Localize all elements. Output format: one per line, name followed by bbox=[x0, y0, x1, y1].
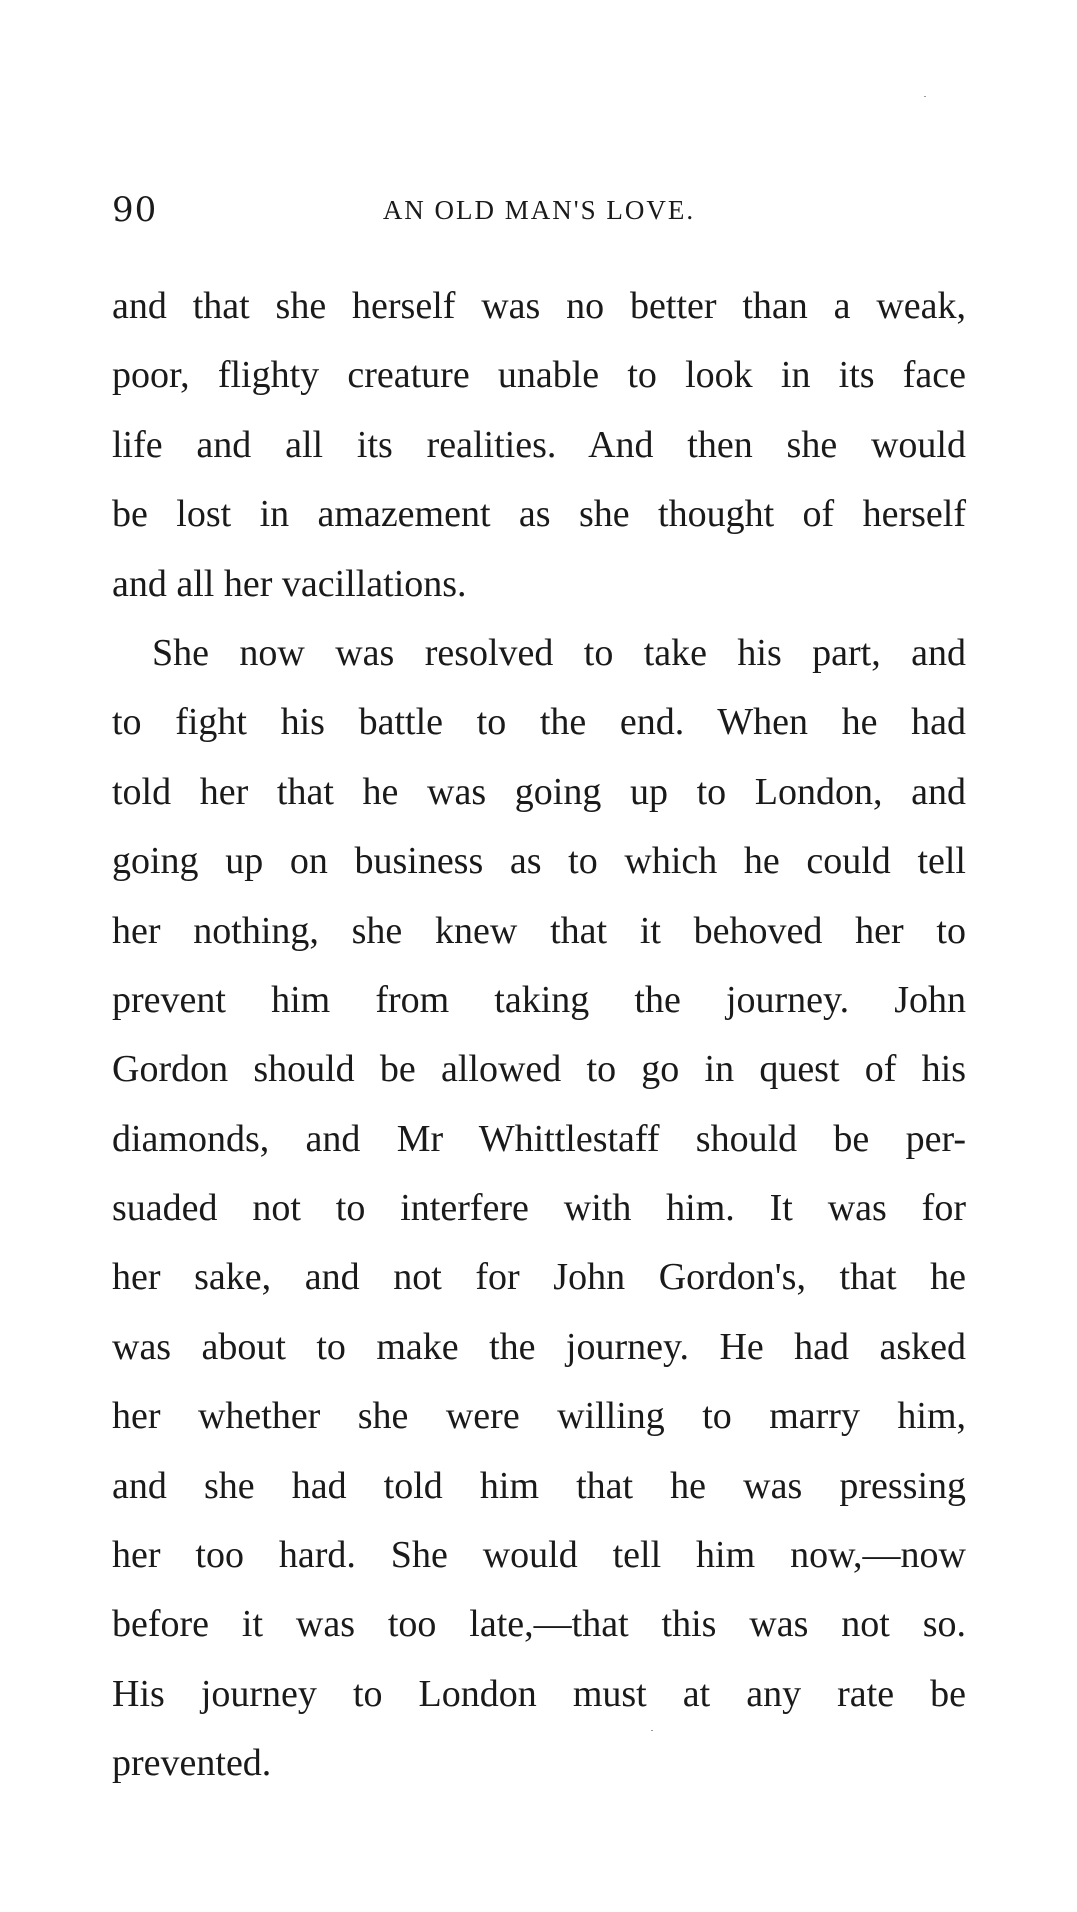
text-line: going up on business as to which he could tell bbox=[112, 840, 966, 883]
text-line: her whether she were willing to marry him, bbox=[112, 1395, 966, 1438]
paper-speck bbox=[924, 96, 926, 97]
text-line: was about to make the journey. He had asked bbox=[112, 1325, 966, 1368]
text-line: be lost in amazement as she thought of herself bbox=[112, 493, 966, 536]
text-line: diamonds, and Mr Whittlestaff should be per- bbox=[112, 1117, 966, 1160]
page-number: 90 bbox=[112, 190, 158, 230]
paper-speck bbox=[651, 1730, 653, 1731]
text-line: His journey to London must at any rate be bbox=[112, 1672, 966, 1715]
text-line: to fight his battle to the end. When he had bbox=[112, 701, 966, 744]
body-text bbox=[112, 272, 966, 1799]
running-title: AN OLD MAN'S LOVE. bbox=[382, 195, 696, 225]
running-head bbox=[112, 185, 966, 235]
paragraph-1 bbox=[112, 272, 966, 619]
text-line: and that she herself was no better than a weak, bbox=[112, 285, 966, 327]
text-line: life and all its realities. And then she would bbox=[112, 423, 966, 466]
text-line: her sake, and not for John Gordon's, that he bbox=[112, 1256, 966, 1299]
text-line: her nothing, she knew that it behoved her to bbox=[112, 909, 966, 952]
text-line: and all her vacillations. bbox=[112, 562, 467, 605]
text-line: and she had told him that he was pressing bbox=[112, 1464, 966, 1507]
text-line: prevented. bbox=[112, 1742, 272, 1785]
text-line: prevent him from taking the journey. John bbox=[112, 978, 966, 1021]
paragraph-2 bbox=[112, 619, 966, 1799]
text-line: suaded not to interfere with him. It was for bbox=[112, 1187, 966, 1230]
text-line: told her that he was going up to London, and bbox=[112, 770, 966, 813]
text-line: poor, flighty creature unable to look in its face bbox=[112, 354, 966, 397]
text-line: Gordon should be allowed to go in quest of his bbox=[112, 1048, 966, 1091]
text-line: her too hard. She would tell him now,—now bbox=[112, 1534, 966, 1577]
text-line: before it was too late,—that this was not so. bbox=[112, 1603, 966, 1646]
text-line: She now was resolved to take his part, and bbox=[152, 631, 966, 674]
